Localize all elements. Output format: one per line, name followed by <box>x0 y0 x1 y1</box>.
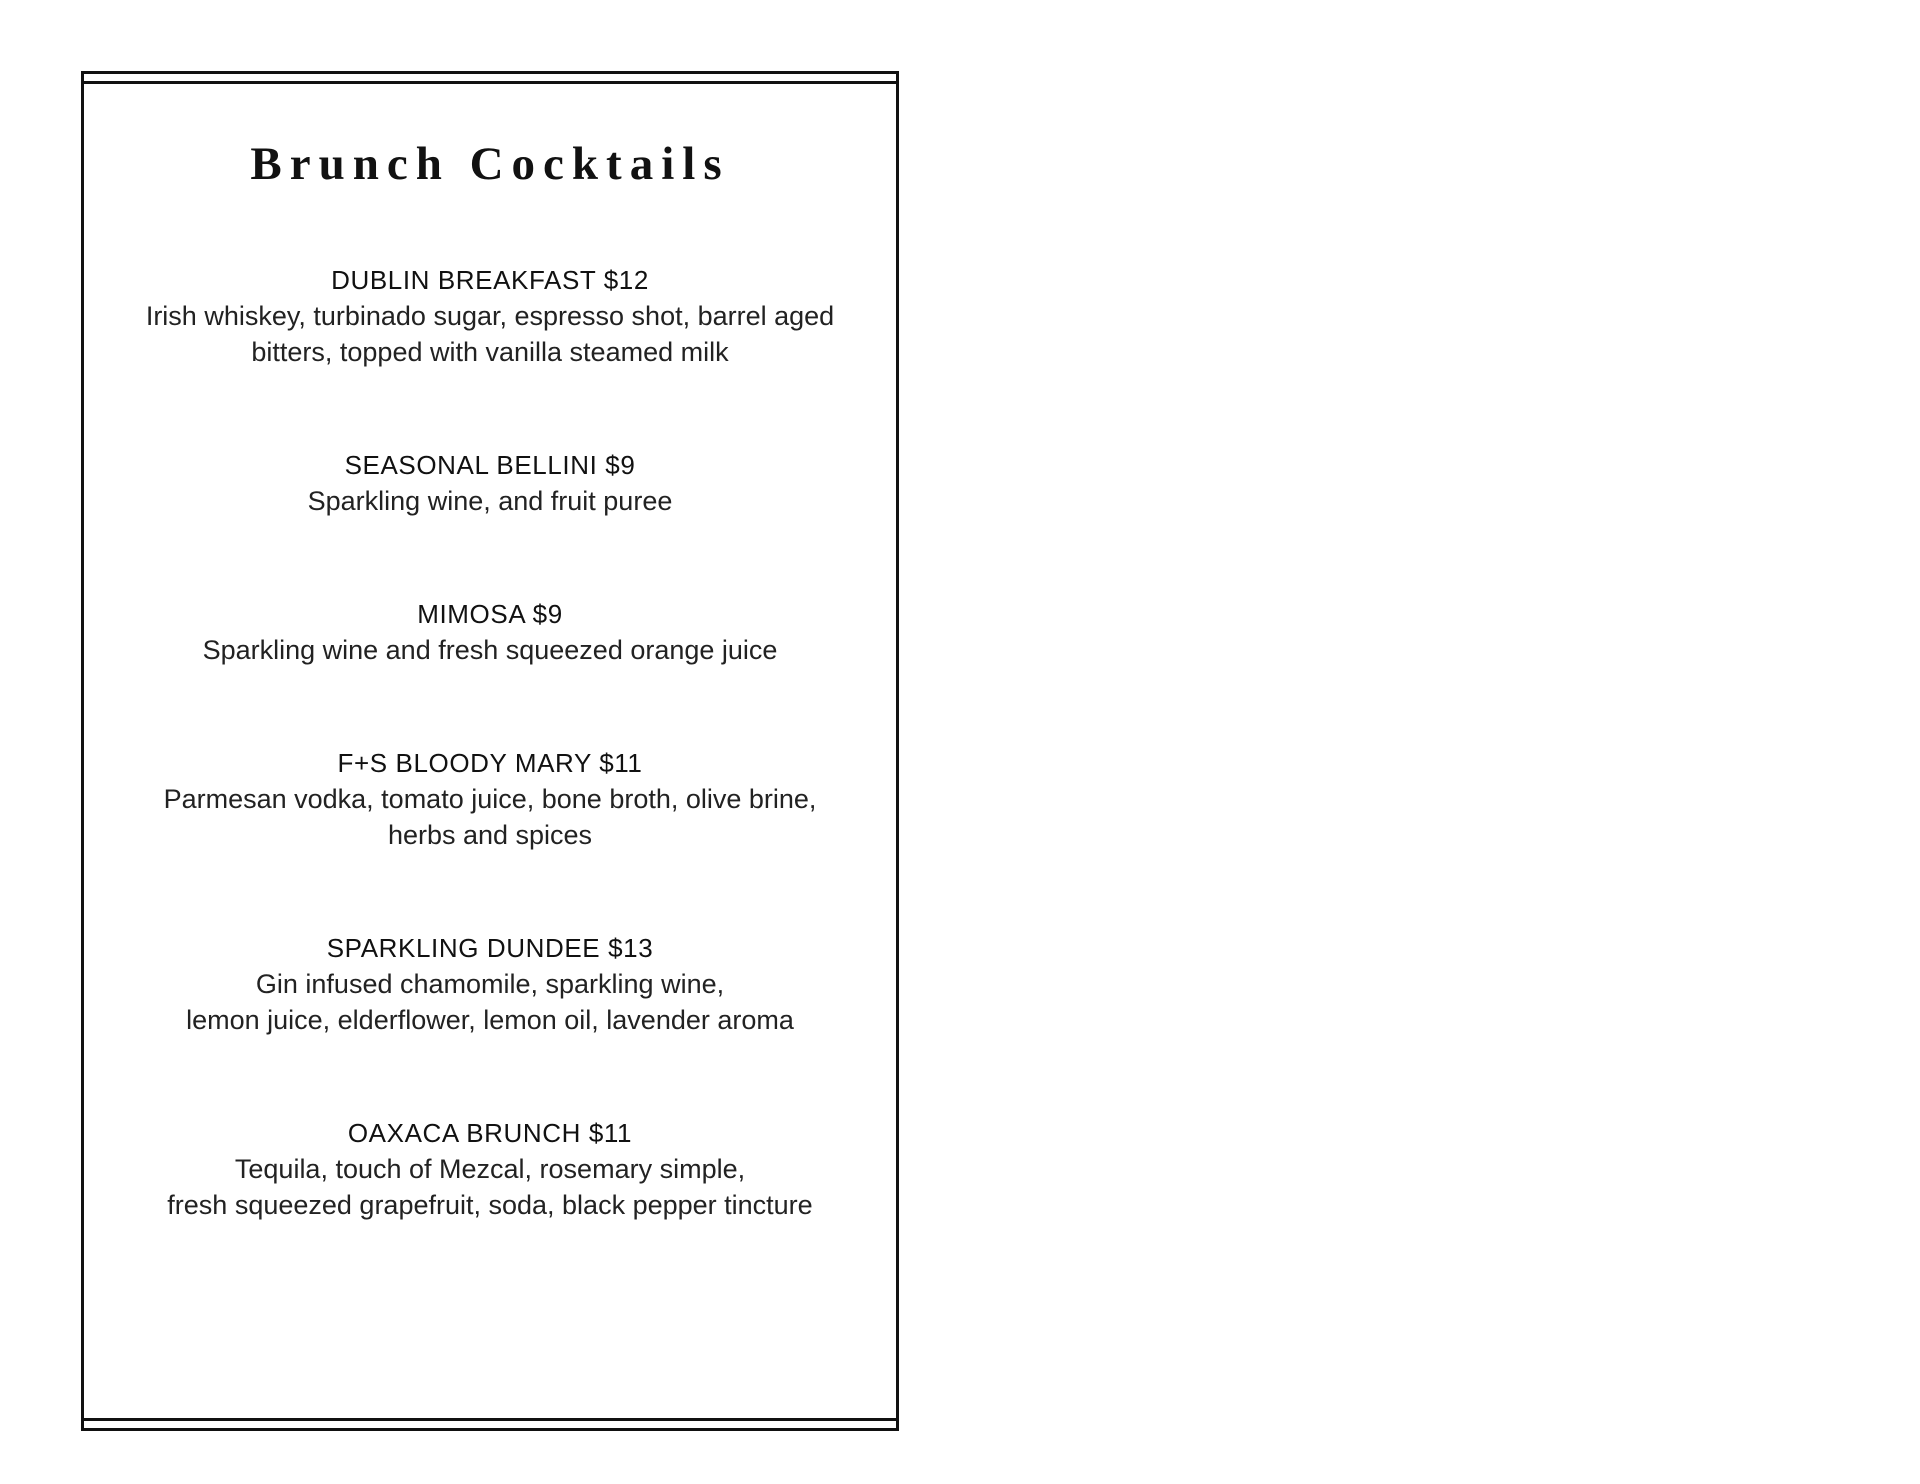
menu-item-seasonal-bellini <box>84 448 896 519</box>
menu-item-dublin-breakfast <box>84 263 896 370</box>
item-name: F+S BLOODY MARY $11 <box>337 748 643 778</box>
item-description: Parmesan vodka, tomato juice, bone broth, olive brine, herbs and spices <box>163 784 817 850</box>
top-double-rule <box>81 71 899 84</box>
menu-title: Brunch Cocktails <box>250 138 730 190</box>
item-name: SPARKLING DUNDEE $13 <box>326 933 654 963</box>
menu-item-sparkling-dundee <box>84 931 896 1038</box>
item-name: MIMOSA $9 <box>417 599 563 629</box>
item-name: OAXACA BRUNCH $11 <box>347 1118 633 1148</box>
cocktail-list <box>84 263 896 1301</box>
menu-card <box>81 71 899 1431</box>
menu-item-mimosa <box>84 597 896 668</box>
menu-item-bloody-mary <box>84 746 896 853</box>
item-name: SEASONAL BELLINI $9 <box>344 450 636 480</box>
item-description: Sparkling wine and fresh squeezed orange juice <box>202 635 778 665</box>
item-name: DUBLIN BREAKFAST $12 <box>331 265 649 295</box>
item-description: Irish whiskey, turbinado sugar, espresso shot, barrel aged bitters, topped with vanilla steamed milk <box>145 301 835 367</box>
menu-item-oaxaca-brunch <box>84 1116 896 1223</box>
bottom-double-rule <box>81 1418 899 1431</box>
item-description: Gin infused chamomile, sparkling wine, lemon juice, elderflower, lemon oil, lavender aroma <box>186 969 794 1035</box>
item-description: Sparkling wine, and fruit puree <box>307 486 673 516</box>
item-description: Tequila, touch of Mezcal, rosemary simple, fresh squeezed grapefruit, soda, black pepper tincture <box>167 1154 813 1220</box>
